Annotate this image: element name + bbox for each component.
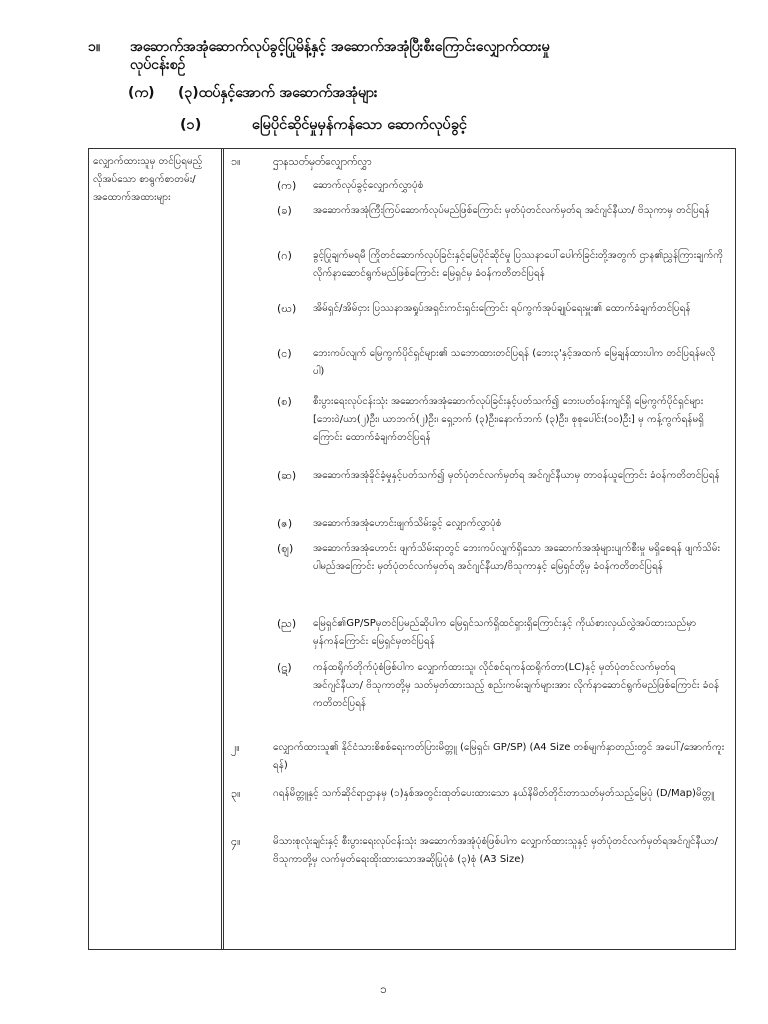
heading-number: ၁။: [88, 39, 101, 55]
heading-line1: အဆောက်အအုံဆောက်လုပ်ခွင့်ပြုမိန့်နှင့် အဆောက်အအုံပြီးစီးကြောင်းလျှောက်ထားမှု: [130, 39, 550, 55]
sub-item-label: (ဋ): [277, 661, 292, 674]
sub-item-label: (စ): [277, 395, 292, 408]
sub-item-text: အဆောက်အအုံဟောင်း ဖျက်သိမ်းရာတွင် ဘေးကပ်လျက်ရှိသော အဆောက်အအုံများပျက်စီးမှု မရှိစေရန် ဖျက်သိမ်းပါမည်အကြောင်း မှတ်ပုံတင်လက်မှတ်ရ အင်ဂျင်နီယာ/ဗိသုကာနှင့် မြေရှင်တို့မှ ခံဝန်ကတိတင်ပြရန်: [313, 543, 721, 572]
sub-item-text: အဆောက်အအုံဟောင်းဖျက်သိမ်းခွင့် လျှောက်လွှာပုံစံ: [313, 518, 502, 529]
item-number: ၄။: [231, 835, 241, 848]
sub-item-text: ဆောက်လုပ်ခွင့်လျှောက်လွှာပုံစံ: [313, 180, 424, 191]
requirements-table: [88, 148, 736, 950]
sub-item-label: (ည): [277, 617, 297, 630]
sub-item-label: (ဆ): [277, 469, 297, 482]
sub-item-label: (ဇ): [277, 517, 293, 530]
sub-item-label: (က): [277, 179, 297, 192]
sub-item-label: (ဈ): [277, 542, 294, 555]
sub-item-text: အဆောက်အအုံခိုင်ခံ့မှုနှင့်ပတ်သက်၍ မှတ်ပုံတင်လက်မှတ်ရ အင်ဂျင်နီယာမှ တာဝန်ယူကြောင်း ခံဝန်ကတိတင်ပြရန်: [313, 470, 720, 481]
item-text: မိသားစုလုံးချင်းနှင့် စီးပွားရေးလုပ်ငန်းသုံး အဆောက်အအုံပုံစံဖြစ်ပါက လျှောက်ထားသူနှင့် မှတ်ပုံတင်လက်မှတ်ရအင်ဂျင်နီယာ/ဗိသုကာတို့မှ လက်မှတ်ရေးထိုးထားသောအဆိုပြုပုံစံ (၃)စုံ (A3 Size): [273, 836, 718, 865]
item-number: ၃။: [231, 787, 241, 800]
column-divider: [221, 149, 222, 949]
item-number: ၁။: [231, 155, 241, 168]
item-text: လျှောက်ထားသူ၏ နိုင်ငံသားစိစစ်ရေးကတ်ပြားမိတ္တူ (မြေရှင်၊ GP/SP) (A4 Size တစ်မျက်နှာတည်းတွင် အပေါ်/အောက်ကူးရန်): [273, 742, 725, 771]
item-text: ဌာနသတ်မှတ်လျှောက်လွှာ: [273, 156, 372, 168]
sub-item-text: အိမ်ရှင်/အိမ်ငှား ပြဿနာအရှုပ်အရှင်းကင်းရှင်းကြောင်း ရပ်ကွက်အုပ်ချုပ်ရေးမှူး၏ ထောက်ခံချက်တင်ပြရန်: [313, 303, 691, 314]
heading-line2: လုပ်ငန်းစဉ်: [130, 57, 186, 73]
sub-item-label: (ဃ): [277, 302, 297, 315]
sub-item-text: မြေရှင်၏GP/SPမှတင်ပြမည်ဆိုပါက မြေရှင်သက်ရှိထင်ရှားရှိကြောင်းနှင့် ကိုယ်စားလှယ်လွှဲအပ်ထားသည်မှာ မှန်ကန်ကြောင်း မြေရှင်မှတင်ပြရန်: [313, 618, 697, 647]
sub-item-label: (ခ): [277, 204, 292, 217]
item-number: ၂။: [231, 741, 240, 754]
sub-item-label: (င): [277, 347, 292, 360]
sub-item-text: ခွင့်ပြုချက်မရမီ ကြိုတင်ဆောက်လုပ်ခြင်းနှင့်မြေပိုင်ဆိုင်မှု ပြဿနာပေါ်ပေါက်ခြင်းတို့အတွက် ဌာန၏ညွှန်ကြားချက်ကိုလိုက်နာဆောင်ရွက်မည်ဖြစ်ကြောင်း မြေရှင်မှ ခံဝန်ကတိတင်ပြရန်: [313, 250, 724, 279]
section-label: (၁): [180, 117, 202, 133]
subheading-label: (က): [128, 85, 155, 101]
column-divider-inner: [223, 149, 224, 949]
page-number: ၁: [380, 982, 387, 996]
left-column-label: လျှောက်ထားသူမှ တင်ပြရမည့် လိုအပ်သော စာရွက်စာတမ်း/အထောက်အထားများ: [93, 156, 203, 203]
subheading-text: (၃)ထပ်နှင့်အောက် အဆောက်အအုံများ: [178, 85, 378, 101]
sub-item-text: ဘေးကပ်လျက် မြေကွက်ပိုင်ရှင်များ၏ သဘောထားတင်ပြရန် (ဘေး၃'နှင့်အထက် မြေချန်ထားပါက တင်ပြရန်မလိုပါ): [313, 348, 716, 377]
item-text: ဂရန်မိတ္တူနှင့် သက်ဆိုင်ရာဌာနမှ (၁)နှစ်အတွင်းထုတ်ပေးထားသော နယ်နိမိတ်တိုင်းတာသတ်မှတ်သည့်မြေပုံ (D/Map)မိတ္တူ: [273, 788, 715, 799]
sub-item-text: ကန်ထရိုက်တိုက်ပုံစံဖြစ်ပါက လျှောက်ထားသူ၊ လိုင်စင်ရကန်ထရိုက်တာ(LC)နှင့် မှတ်ပုံတင်လက်မှတ်ရအင်ဂျင်နီယာ/ ဗိသုကာတို့မှ သတ်မှတ်ထားသည့် စည်းကမ်းချက်များအား လိုက်နာဆောင်ရွက်မည်ဖြစ်ကြောင်း ခံဝန်ကတိတင်ပြရန်: [313, 662, 720, 709]
sub-item-text: စီးပွားရေးလုပ်ငန်းသုံး အဆောက်အအုံဆောက်လုပ်ခြင်းနှင့်ပတ်သက်၍ ဘေးပတ်ဝန်းကျင်ရှိ မြေကွက်ပိုင်ရှင်များ [ဘေးဝဲ/ယာ(၂)ဦး၊ ယာဘက်(၂)ဦး၊ ရှေ့ဘက် (၃)ဦး၊နောက်ဘက် (၃)ဦး၊ စုစုပေါင်း(၁၀)ဦး] မှ ကန့်ကွက်ရန်မရှိကြောင်း ထောက်ခံချက်တင်ပြရန်: [313, 396, 704, 443]
sub-item-text: အဆောက်အအုံကြီးကြပ်ဆောက်လုပ်မည်ဖြစ်ကြောင်း မှတ်ပုံတင်လက်မှတ်ရ အင်ဂျင်နီယာ/ ဗိသုကာမှ တင်ပြရန်: [313, 205, 710, 216]
sub-item-label: (ဂ): [277, 249, 292, 262]
section-title: မြေပိုင်ဆိုင်မှုမှန်ကန်သော ဆောက်လုပ်ခွင့်: [252, 117, 467, 133]
